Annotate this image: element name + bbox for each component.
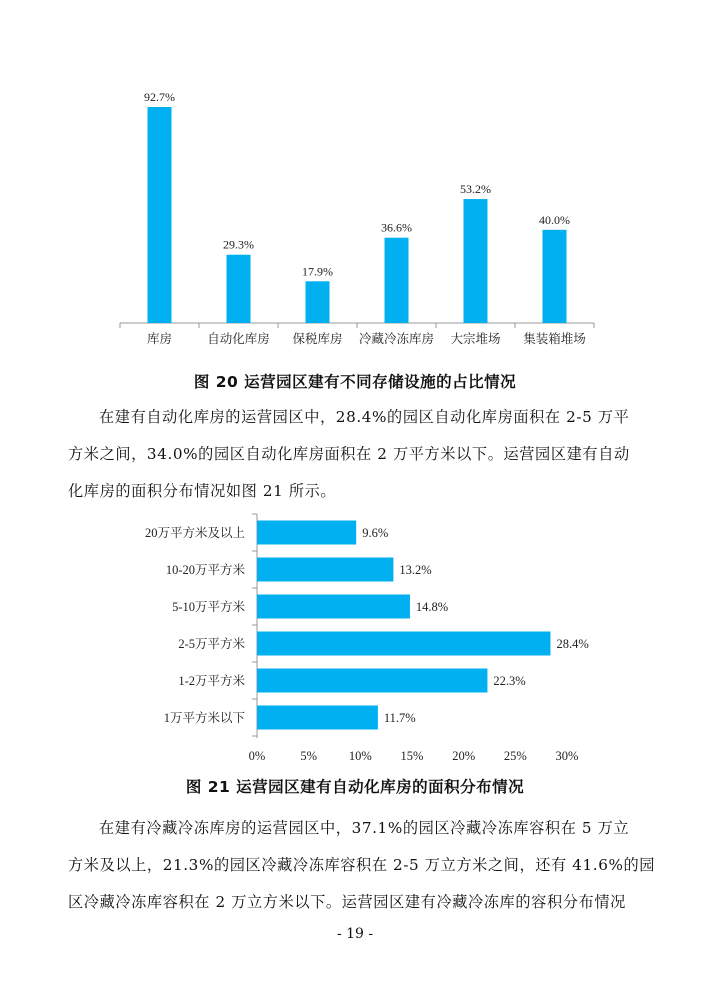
x-tick-label: 15% [400, 749, 424, 763]
data-label: 53.2% [460, 182, 491, 197]
data-label: 29.3% [223, 237, 254, 252]
paragraph-2 [68, 810, 656, 921]
category-label: 20万平方米及以上 [144, 526, 245, 540]
category-label: 1万平方米以下 [163, 711, 245, 725]
bar [257, 558, 393, 582]
figure-21-caption: 图 21 运营园区建有自动化库房的面积分布情况 [185, 778, 525, 796]
page-number: - 19 - [336, 926, 374, 942]
bar [543, 230, 567, 323]
bar [385, 238, 409, 323]
data-label: 17.9% [302, 264, 333, 279]
figure-20-caption: 图 20 运营园区建有不同存储设施的占比情况 [193, 373, 517, 391]
x-tick-label: 30% [555, 749, 579, 763]
paragraph-2-line: 区冷藏冷冻库容积在 2 万立方米以下。运营园区建有冷藏冷冻库的容积分布情况 [68, 893, 626, 911]
category-label: 自动化库房 [207, 332, 270, 346]
data-label: 9.6% [362, 526, 389, 540]
bar [227, 255, 251, 323]
bar [257, 669, 487, 693]
bar [464, 199, 488, 323]
bar [306, 281, 330, 323]
bar [257, 706, 378, 730]
storage-facility-bar-chart [0, 0, 710, 360]
data-label: 11.7% [383, 711, 416, 725]
bar [148, 107, 172, 323]
paragraph-1-line: 方米之间，34.0%的园区自动化库房面积在 2 万平方米以下。运营园区建有自动 [68, 445, 630, 463]
data-label: 40.0% [539, 212, 570, 227]
category-label: 冷藏冷冻库房 [358, 332, 435, 346]
bar [257, 595, 410, 619]
category-label: 保税库房 [292, 332, 343, 346]
bar [257, 521, 356, 545]
category-label: 5-10万平方米 [172, 600, 245, 614]
paragraph-1-line: 化库房的面积分布情况如图 21 所示。 [68, 482, 337, 500]
x-tick-label: 25% [503, 749, 527, 763]
category-label: 10-20万平方米 [165, 563, 245, 577]
data-label: 36.6% [381, 220, 412, 235]
bar [257, 632, 550, 656]
paragraph-2-line: 方米及以上，21.3%的园区冷藏冷冻库容积在 2-5 万立方米之间，还有 41.6%的园 [68, 856, 656, 874]
x-tick-label: 10% [348, 749, 372, 763]
data-label: 13.2% [399, 563, 432, 577]
data-label: 92.7% [144, 90, 175, 105]
category-label: 2-5万平方米 [178, 637, 245, 651]
x-tick-label: 5% [300, 749, 318, 763]
automated-warehouse-area-bar-chart [0, 508, 710, 768]
data-label: 28.4% [556, 637, 589, 651]
paragraph-2-line: 在建有冷藏冷冻库房的运营园区中，37.1%的园区冷藏冷冻库容积在 5 万立 [99, 819, 630, 837]
category-label: 大宗堆场 [450, 332, 501, 346]
x-tick-label: 20% [452, 749, 476, 763]
category-label: 库房 [146, 332, 173, 346]
x-tick-label: 0% [248, 749, 266, 763]
paragraph-1 [68, 399, 646, 510]
paragraph-1-line: 在建有自动化库房的运营园区中，28.4%的园区自动化库房面积在 2-5 万平 [99, 408, 630, 426]
data-label: 22.3% [493, 674, 526, 688]
category-label: 1-2万平方米 [178, 674, 245, 688]
category-label: 集装箱堆场 [523, 332, 586, 346]
data-label: 14.8% [415, 600, 449, 614]
